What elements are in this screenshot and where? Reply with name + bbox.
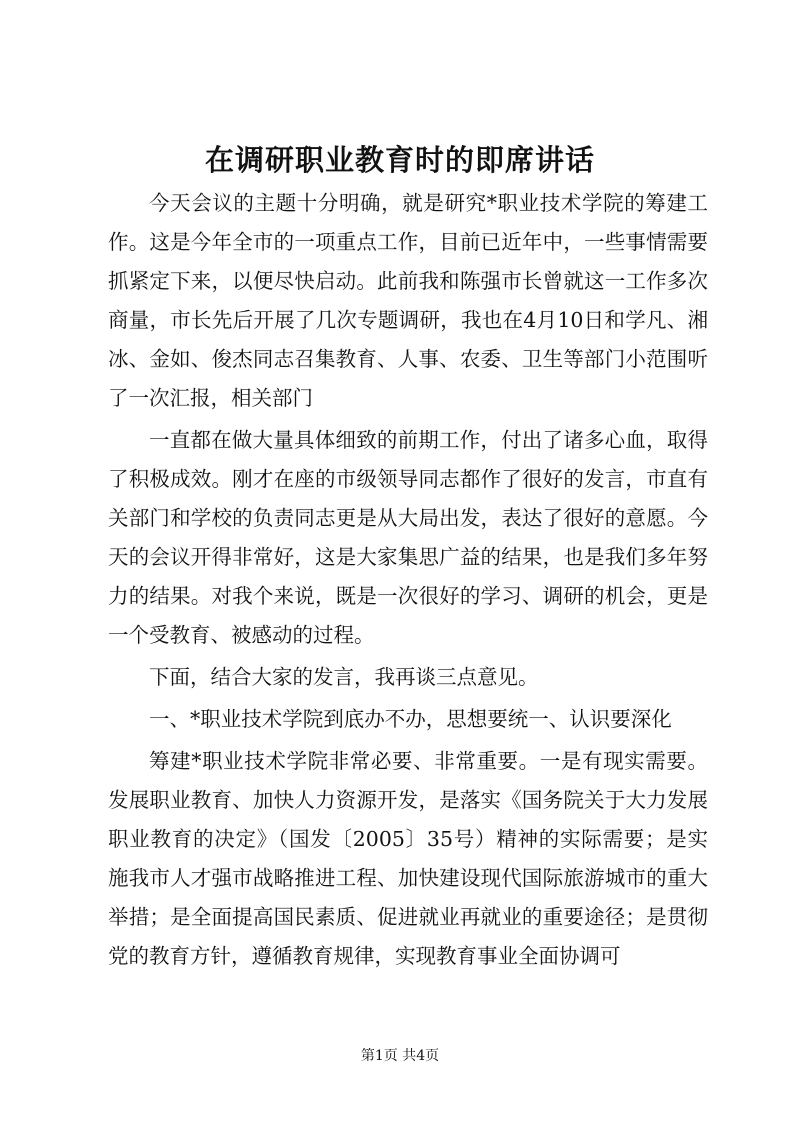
document-title: 在调研职业教育时的即席讲话 bbox=[204, 143, 595, 177]
paragraph-1: 今天会议的主题十分明确，就是研究*职业技术学院的筹建工作。这是今年全市的一项重点工作，目前已近年中，一些事情需要抓紧定下来，以便尽快启动。此前我和陈强市长曾就这一工作多次商量，市长先后开展了几次专题调研，我也在4月10日和学凡、湘冰、金如、俊杰同志召集教育、人事、农委、卫生等部门小范围听了一次汇报，相关部门 bbox=[108, 191, 708, 410]
paragraph-3: 下面，结合大家的发言，我再谈三点意见。 bbox=[149, 665, 539, 689]
document-body bbox=[108, 184, 708, 976]
paragraph-2: 一直都在做大量具体细致的前期工作，付出了诸多心血，取得了积极成效。刚才在座的市级领导同志都作了很好的发言，市直有关部门和学校的负责同志更是从大局出发，表达了很好的意愿。今天的会议开得非常好，这是大家集思广益的结果，也是我们多年努力的结果。对我个来说，既是一次很好的学习、调研的机会，更是一个受教育、被感动的过程。 bbox=[108, 428, 708, 647]
paragraph-4: 筹建*职业技术学院非常必要、非常重要。一是有现实需要。发展职业教育、加快人力资源开发，是落实《国务院关于大力发展职业教育的决定》（国发〔2005〕35号）精神的实际需要；是实施我市人才强市战略推进工程、加快建设现代国际旅游城市的重大举措；是全面提高国民素质、促进就业再就业的重要途径；是贯彻党的教育方针，遵循教育规律，实现教育事业全面协调可 bbox=[108, 749, 708, 968]
page-footer: 第1页 共4页 bbox=[360, 1048, 440, 1064]
section-heading-1: 一、*职业技术学院到底办不办，思想要统一、认识要深化 bbox=[149, 707, 672, 731]
